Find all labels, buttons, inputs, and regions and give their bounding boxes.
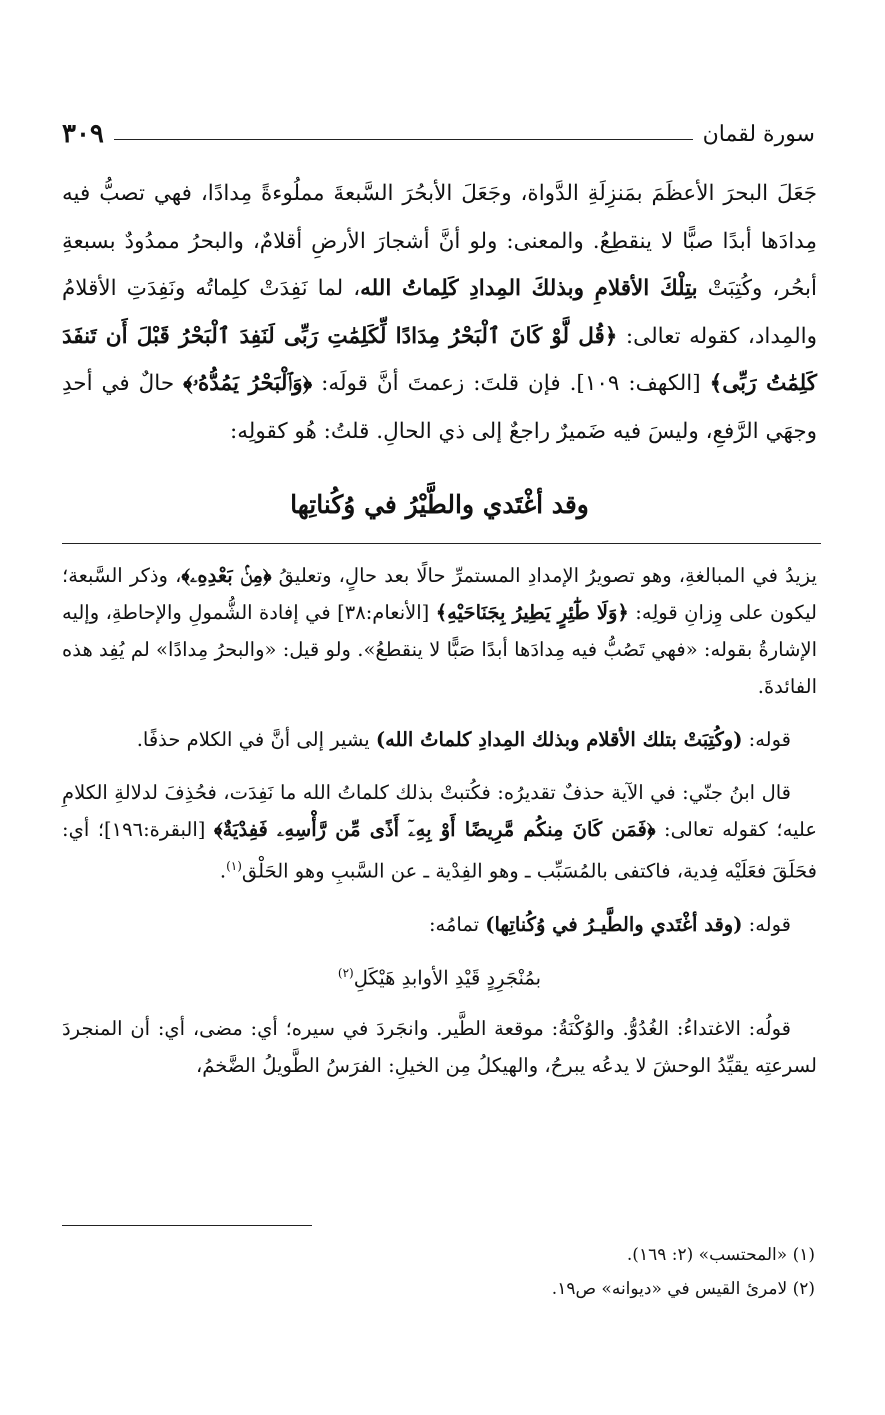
footnote-marker[interactable]: (٢) (337, 965, 354, 980)
commentary-segment: تمامُه: (428, 912, 486, 936)
footnote-marker[interactable]: (١) (226, 859, 242, 873)
section-divider (62, 543, 821, 544)
commentary-segment: [البقرة:١٩٦]؛ أي: فحَلَقَ فعَلَيْه فِدية، فاكتفى بالمُسَبِّب ـ وهو الفِدْية ـ عن السَّببِ وهو الحَلْق (62, 818, 817, 883)
quran-verse-tair: ﴿وَلَا طَٰٓئِرٍ يَطِيرُ بِجَنَاحَيْهِ﴾ (435, 601, 629, 624)
quran-verse-baqara: ﴿فَمَن كَانَ مِنكُم مَّرِيضًا أَوْ بِهِۦٓ أَذًى مِّن رَّأْسِهِۦ فَفِدْيَةٌ﴾ (213, 818, 656, 841)
quran-verse-badihi: ﴿مِنۢ بَعْدِهِۦ﴾ (181, 564, 272, 587)
footnote-rule (62, 1225, 312, 1226)
commentary-segment: يشير إلى أنَّ في الكلام حذفًا. (136, 728, 376, 751)
commentary-segment: قوله: (742, 912, 791, 936)
commentary-segment: [الأنعام:٣٨] في إفادة الشُّمولِ والإحاطةِ، وإليه الإشارةُ بقوله: «فهي تَصُبُّ فيه مِدادَها أبدًا صَبًّا لا ينقطعُ». ولو قيل: «والبحرُ مِدادًا» لم يُفِد هذه الفائدةَ. (62, 601, 817, 698)
commentary-paragraph: قولُه: الاغتداءُ: الغُدُوُّ. والوُكْنَةُ: موقعة الطَّير. وانجَردَ في سيره؛ أي: مضى، أي: أن المنجردَ لسرعتِه يقيِّدُ الوحشَ لا يدعُه يبرحُ، والهيكلُ مِن الخيلِ: الفرَسُ الطَّويلُ الضَّخمُ، (62, 1017, 817, 1077)
running-header (62, 112, 815, 156)
main-bold-phrase: بتِلْكَ الأقلامِ وبذلكَ المِدادِ كَلِماتُ الله (360, 276, 698, 301)
main-text-segment: حالٌ في أحدِ وجهَي الرَّفعِ، وليسَ فيه ضَميرٌ راجعٌ إلى ذي الحالِ. قلتُ: هُو كقولِه: (62, 371, 817, 444)
commentary-paragraph (62, 906, 817, 943)
quoted-phrase: (وقد أغْتَدي والطَّيـرُ في وُكُناتِها) (485, 912, 743, 936)
commentary-paragraph (62, 774, 817, 890)
poem-completion (62, 955, 817, 997)
commentary-text (62, 557, 817, 1084)
poem-completion-text: بمُنْجَرِدٍ قَيْدِ الأوابدِ هَيْكَلِ (353, 966, 542, 989)
commentary-segment: قوله: (742, 728, 791, 751)
surah-title: سورة لقمان (702, 121, 815, 147)
footnote-2: (٢) لامرئ القيس في «ديوانه» ص١٩. (551, 1279, 815, 1299)
header-rule (114, 139, 693, 140)
main-text-segment: جَعَلَ البحرَ الأعظَمَ بمَنزِلَةِ الدَّواة، وجَعَلَ الأبحُرَ السَّبعةَ مملُوءةً مِدادًا، فهي تصبُّ فيه مِدادَها أبدًا صبًّا لا ينقطِعُ. والمعنى: ولو أنَّ أشجارَ الأرضِ أقلامٌ، والبحرُ ممدُودٌ بسبعةِ أبحُر، وكُتِبَتْ (62, 181, 818, 301)
commentary-segment: قال ابنُ جنّي: في الآية حذفٌ تقديرُه: فكُتبتْ بذلك كلماتُ الله ما نَفِدَت، فحُذِفَ لدلالةِ الكلامِ عليه؛ كقوله تعالى: (62, 781, 818, 841)
page-number: ٣٠٩ (62, 119, 104, 149)
main-text-segment: [الكهف: ١٠٩]. فإن قلتَ: زعمتَ أنَّ قولَه: (312, 371, 710, 396)
quran-verse-kahf: ﴿قُل لَّوْ كَانَ ٱلْبَحْرُ مِدَادًا لِّكَلِمَٰتِ رَبِّى لَنَفِدَ ٱلْبَحْرُ قَبْلَ أَن تَنفَدَ كَلِمَٰتُ رَبِّى﴾ (62, 323, 817, 396)
commentary-paragraph (62, 721, 817, 758)
quoted-phrase: (وكُتِبَتْ بتلك الأقلام وبذلك المِدادِ كلماتُ الله) (375, 728, 743, 751)
main-text-segment: ، لما نَفِدَتْ كلِماتُه ونَفِدَتِ الأقلامُ والمِداد، كقوله تعالى: (62, 276, 818, 349)
commentary-segment: ، وذكر السَّبعة؛ ليكون على وِزانِ قولِه: (62, 564, 817, 624)
main-text (62, 170, 817, 455)
poem-line: وقد أغْتَدي والطَّيْرُ في وُكُناتِها (290, 490, 589, 519)
footnotes (62, 1238, 815, 1306)
main-paragraph (62, 170, 817, 455)
quran-verse-yamudduhu: ﴿وَٱلْبَحْرُ يَمُدُّهُۥ﴾ (183, 371, 313, 396)
commentary-segment: . (219, 859, 227, 883)
footnote-1: (١) «المحتسب» (٢: ١٦٩). (626, 1245, 815, 1265)
commentary-segment: يزيدُ في المبالغةِ، وهو تصويرُ الإمدادِ المستمرِّ حالًا بعد حالٍ، وتعليقُ (271, 564, 817, 587)
commentary-paragraph (62, 557, 817, 705)
